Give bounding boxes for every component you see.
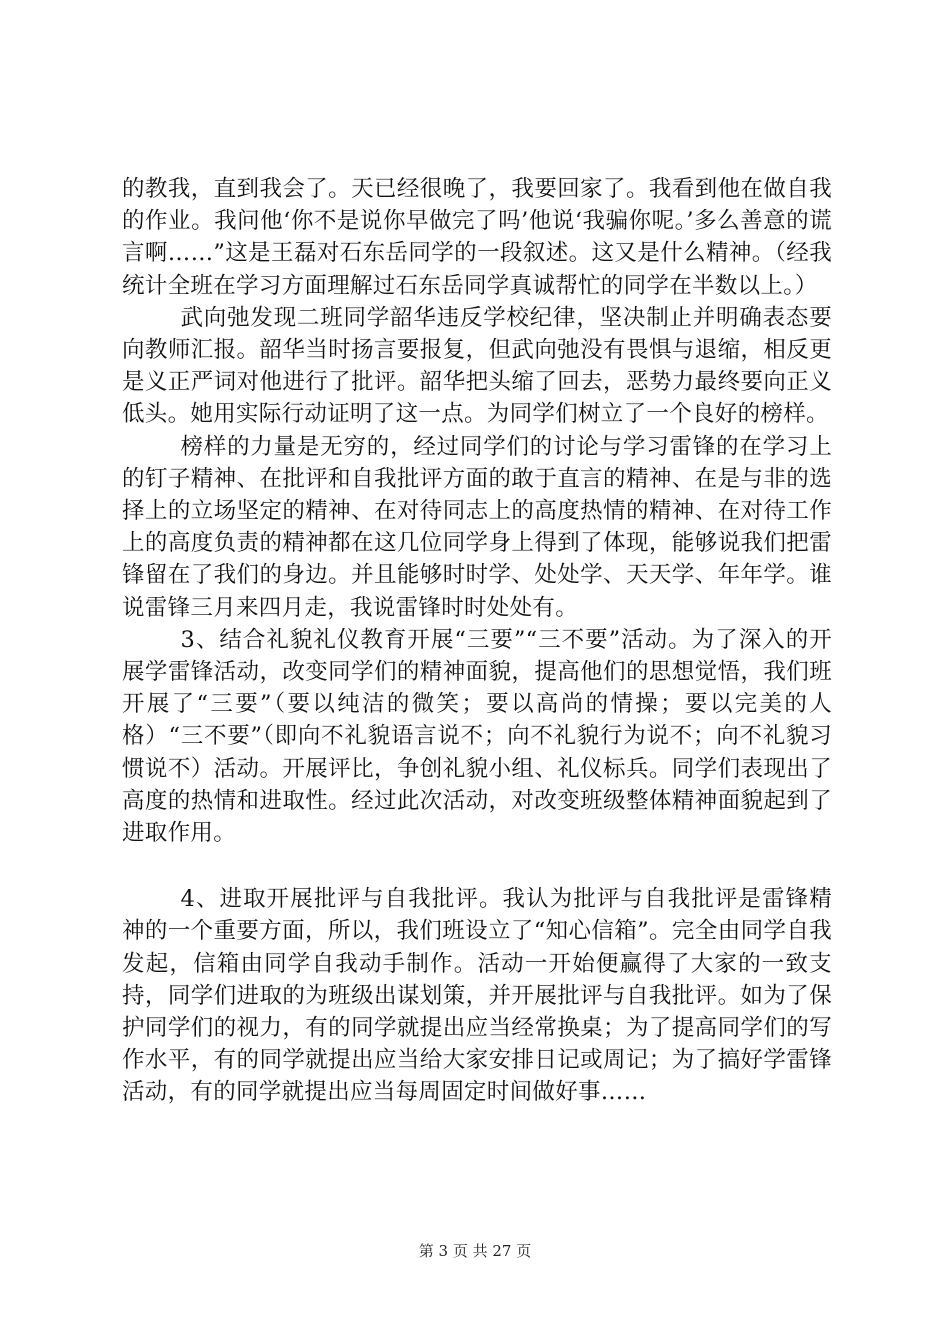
paragraph-role-model: 榜样的力量是无穷的，经过同学们的讨论与学习雷锋的在学习上的钉子精神、在批评和自我批评方面的敢于直言的精神、在是与非的选择上的立场坚定的精神、在对待同志上的高度热情的精神、在对待工作上的高度负责的精神都在这几位同学身上得到了体现，能够说我们把雷锋留在了我们的身边。并且能够时时学、处处学、天天学、年年学。谁说雷锋三月来四月走，我说雷锋时时处处有。 — [122, 433, 832, 621]
paragraph-item-4: 4、进取开展批评与自我批评。我认为批评与自我批评是雷锋精神的一个重要方面，所以，我们班设立了“知心信箱”。完全由同学自我发起，信箱由同学自我动手制作。活动一开始便赢得了大家的一致支持，同学们进取的为班级出谋划策，并开展批评与自我批评。如为了保护同学们的视力，有的同学就提出应当经常换桌；为了提高同学们的写作水平，有的同学就提出应当给大家安排日记或周记；为了搞好学雷锋活动，有的同学就提出应当每周固定时间做好事…… — [122, 886, 832, 1106]
document-body — [122, 173, 832, 1109]
paragraph-wu-xiangchi: 武向弛发现二班同学韶华违反学校纪律，坚决制止并明确表态要向教师汇报。韶华当时扬言要报复，但武向弛没有畏惧与退缩，相反更是义正严词对他进行了批评。韶华把头缩了回去，恶势力最终要向正义低头。她用实际行动证明了这一点。为同学们树立了一个良好的榜样。 — [122, 304, 832, 428]
paragraph-item-3: 3、结合礼貌礼仪教育开展“三要”“三不要”活动。为了深入的开展学雷锋活动，改变同学们的精神面貌，提高他们的思想觉悟，我们班开展了“三要”（要以纯洁的微笑；要以高尚的情操；要以完美的人格）“三不要”（即向不礼貌语言说不；向不礼貌行为说不；向不礼貌习惯说不）活动。开展评比，争创礼貌小组、礼仪标兵。同学们表现出了高度的热情和进取性。经过此次活动，对改变班级整体精神面貌起到了进取作用。 — [122, 626, 832, 847]
paragraph-continuation: 的教我，直到我会了。天已经很晚了，我要回家了。我看到他在做自我的作业。我问他‘你不是说你早做完了吗’他说‘我骗你呢。’多么善意的谎言啊……”这是王磊对石东岳同学的一段叙述。这又是什么精神。（经我统计全班在学习方面理解过石东岳同学真诚帮忙的同学在半数以上。） — [122, 176, 832, 299]
page-footer: 第 3 页 共 27 页 — [418, 1242, 532, 1260]
paragraph-spacer — [122, 849, 832, 883]
